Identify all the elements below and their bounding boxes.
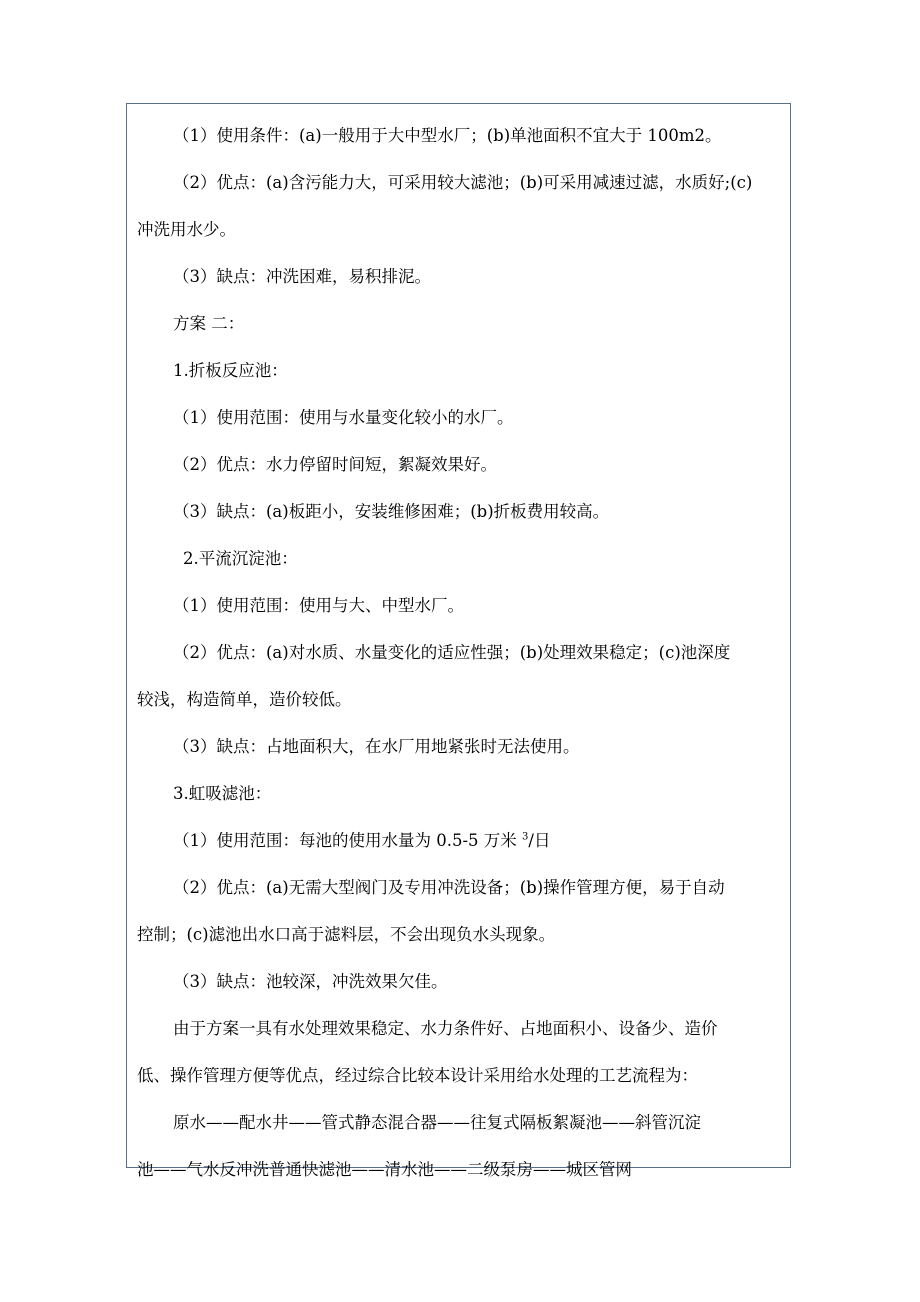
paragraph-advantages-3-line2: 较浅，构造简单，造价较低。 <box>137 690 352 709</box>
superscript-three: 3 <box>522 831 529 843</box>
paragraph-disadvantages-3: （3）缺点：占地面积大，在水厂用地紧张时无法使用。 <box>173 737 580 756</box>
document-body <box>137 112 787 1193</box>
paragraph-disadvantages-2: （3）缺点：(a)板距小，安装维修困难；(b)折板费用较高。 <box>173 502 610 521</box>
paragraph-advantages-4-line1: （2）优点：(a)无需大型阀门及专用冲洗设备；(b)操作管理方便，易于自动 <box>173 878 725 897</box>
paragraph-conclusion-line1: 由于方案一具有水处理效果稳定、水力条件好、占地面积小、设备少、造价 <box>173 1019 718 1038</box>
paragraph-advantages-1-line2: 冲洗用水少。 <box>137 220 236 239</box>
scope-4-text: （1）使用范围：每池的使用水量为 0.5-5 万米 <box>173 831 523 850</box>
paragraph-scope-3: （1）使用范围：使用与大、中型水厂。 <box>173 596 464 615</box>
paragraph-disadvantages-4: （3）缺点：池较深，冲洗效果欠佳。 <box>173 972 448 991</box>
paragraph-scope-4 <box>137 817 787 864</box>
paragraph-advantages-4-line2: 控制；(c)滤池出水口高于滤料层，不会出现负水头现象。 <box>137 925 556 944</box>
heading-siphon-filter: 3.虹吸滤池： <box>173 784 272 803</box>
heading-plan-two: 方案 二： <box>173 314 245 333</box>
paragraph-conclusion-line2: 低、操作管理方便等优点，经过综合比较本设计采用给水处理的工艺流程为： <box>137 1066 698 1085</box>
paragraph-disadvantages-1: （3）缺点：冲洗困难，易积排泥。 <box>173 267 431 286</box>
paragraph-advantages-1-line1: （2）优点：(a)含污能力大，可采用较大滤池；(b)可采用减速过滤，水质好;(c) <box>173 173 753 192</box>
paragraph-usage-conditions: （1）使用条件：(a)一般用于大中型水厂；(b)单池面积不宜大于 100m2。 <box>173 126 722 145</box>
paragraph-advantages-2: （2）优点：水力停留时间短，絮凝效果好。 <box>173 455 497 474</box>
paragraph-process-flow-line1: 原水——配水井——管式静态混合器——往复式隔板絮凝池——斜管沉淀 <box>173 1113 701 1132</box>
paragraph-advantages-3-line1: （2）优点：(a)对水质、水量变化的适应性强；(b)处理效果稳定；(c)池深度 <box>173 643 731 662</box>
paragraph-scope-2: （1）使用范围：使用与水量变化较小的水厂。 <box>173 408 514 427</box>
scope-4-unit: /日 <box>528 831 551 850</box>
paragraph-process-flow-line2: 池——气水反冲洗普通快滤池——清水池——二级泵房——城区管网 <box>137 1160 632 1179</box>
heading-folded-plate-reactor: 1.折板反应池： <box>173 361 288 380</box>
heading-horizontal-sedimentation: 2.平流沉淀池： <box>183 549 298 568</box>
